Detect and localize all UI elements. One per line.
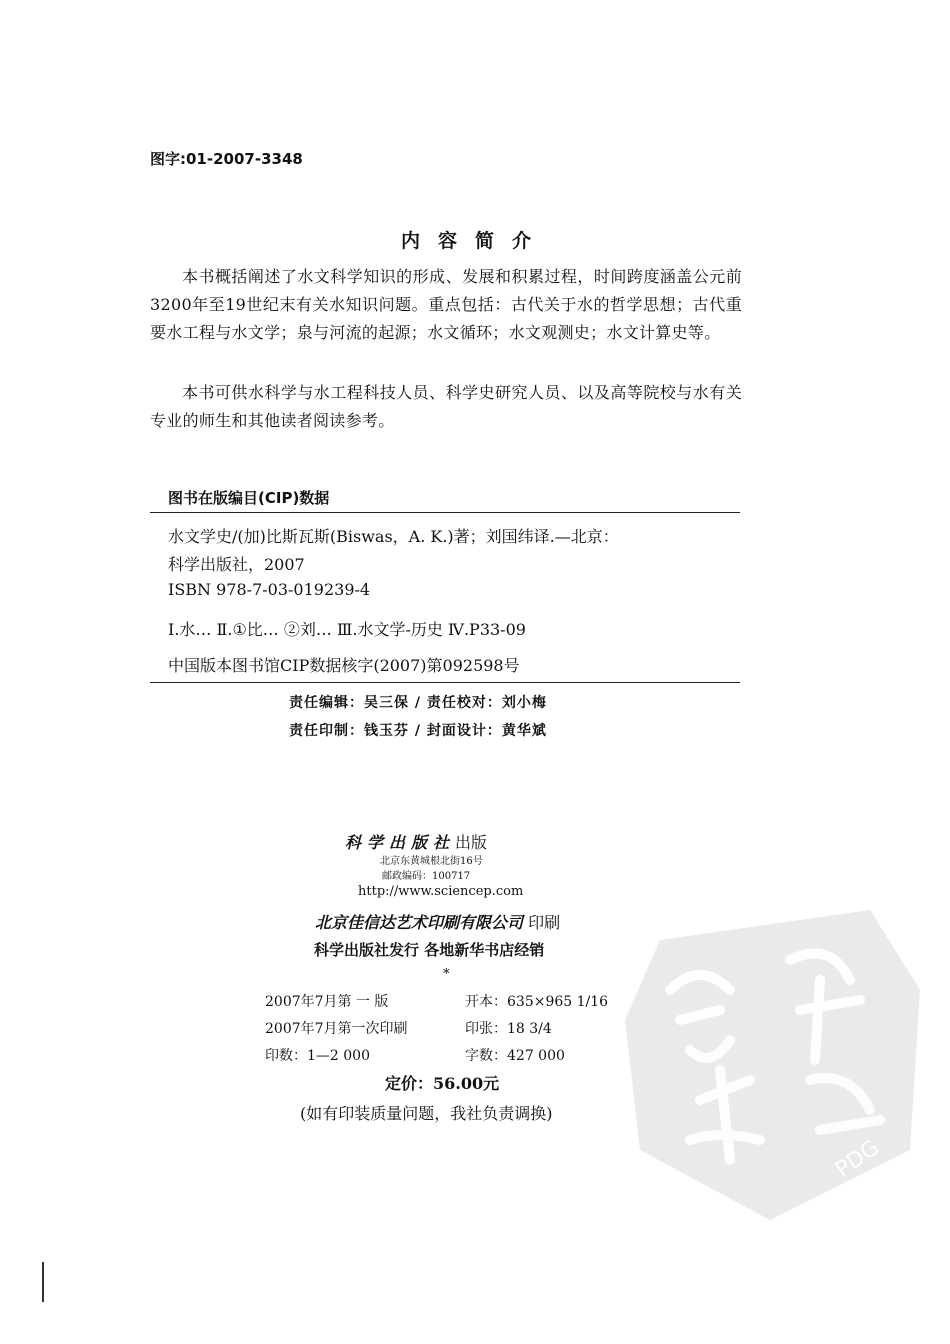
cip-title: 图书在版编目(CIP)数据 — [168, 489, 330, 507]
spec-format: 开本：635×965 1/16 — [465, 994, 609, 1010]
watermark-seal-shape — [625, 910, 920, 1220]
summary-title: 内容简介 — [400, 230, 549, 252]
cip-line-classification: Ⅰ.水… Ⅱ.①比… ②刘… Ⅲ.水文学-历史 Ⅳ.P33-09 — [168, 620, 526, 639]
registration-number: 图字:01-2007-3348 — [150, 150, 303, 168]
publisher-logo-text: 科学出版社 — [345, 833, 456, 852]
distribution-line: 科学出版社发行 各地新华书店经销 — [314, 941, 545, 959]
cip-line-publisher: 科学出版社，2007 — [168, 555, 305, 574]
staff-editors: 责任编辑：吴三保 / 责任校对：刘小梅 — [289, 695, 547, 711]
publisher-url: http://www.sciencep.com — [358, 884, 524, 899]
quality-notice: (如有印装质量问题，我社负责调换) — [300, 1104, 553, 1123]
watermark-pdg-label: PDG — [831, 1135, 885, 1183]
spec-sheets: 印张：18 3/4 — [465, 1021, 552, 1037]
price: 定价：56.00元 — [385, 1074, 500, 1093]
watermark-seal — [620, 900, 940, 1230]
spec-printing: 2007年7月第一次印刷 — [265, 1021, 408, 1037]
cip-line-title: 水文学史/(加)比斯瓦斯(Biswas，A. K.)著；刘国纬译.—北京： — [168, 527, 619, 546]
spec-copies: 印数：1—2 000 — [265, 1048, 370, 1064]
publisher-action: 出版 — [455, 833, 488, 852]
separator-star: * — [443, 967, 450, 982]
cip-line-record-number: 中国版本图书馆CIP数据核字(2007)第092598号 — [168, 656, 520, 675]
spec-words: 字数：427 000 — [465, 1048, 565, 1064]
margin-mark — [42, 1262, 44, 1302]
publisher-address: 北京东黄城根北街16号 — [380, 856, 483, 867]
cip-bottom-rule — [150, 682, 740, 683]
printer-action: 印刷 — [528, 913, 561, 932]
publisher-line — [345, 830, 487, 853]
cip-line-isbn: ISBN 978-7-03-019239-4 — [168, 580, 371, 599]
printer-line — [315, 910, 560, 933]
spec-edition: 2007年7月第 一 版 — [265, 994, 389, 1010]
summary-paragraph-1: 本书概括阐述了水文科学知识的形成、发展和积累过程，时间跨度涵盖公元前3200年至19世纪末有关水知识问题。重点包括：古代关于水的哲学思想；古代重要水工程与水文学；泉与河流的起源；水文循环；水文观测史；水文计算史等。 — [150, 267, 742, 342]
publisher-postcode: 邮政编码：100717 — [382, 871, 471, 882]
cip-top-rule — [150, 512, 740, 513]
summary-paragraph-2: 本书可供水科学与水工程科技人员、科学史研究人员、以及高等院校与水有关专业的师生和其他读者阅读参考。 — [150, 383, 742, 430]
printer-name: 北京佳信达艺术印刷有限公司 — [315, 913, 524, 932]
staff-production: 责任印制：钱玉芬 / 封面设计：黄华斌 — [289, 723, 547, 739]
